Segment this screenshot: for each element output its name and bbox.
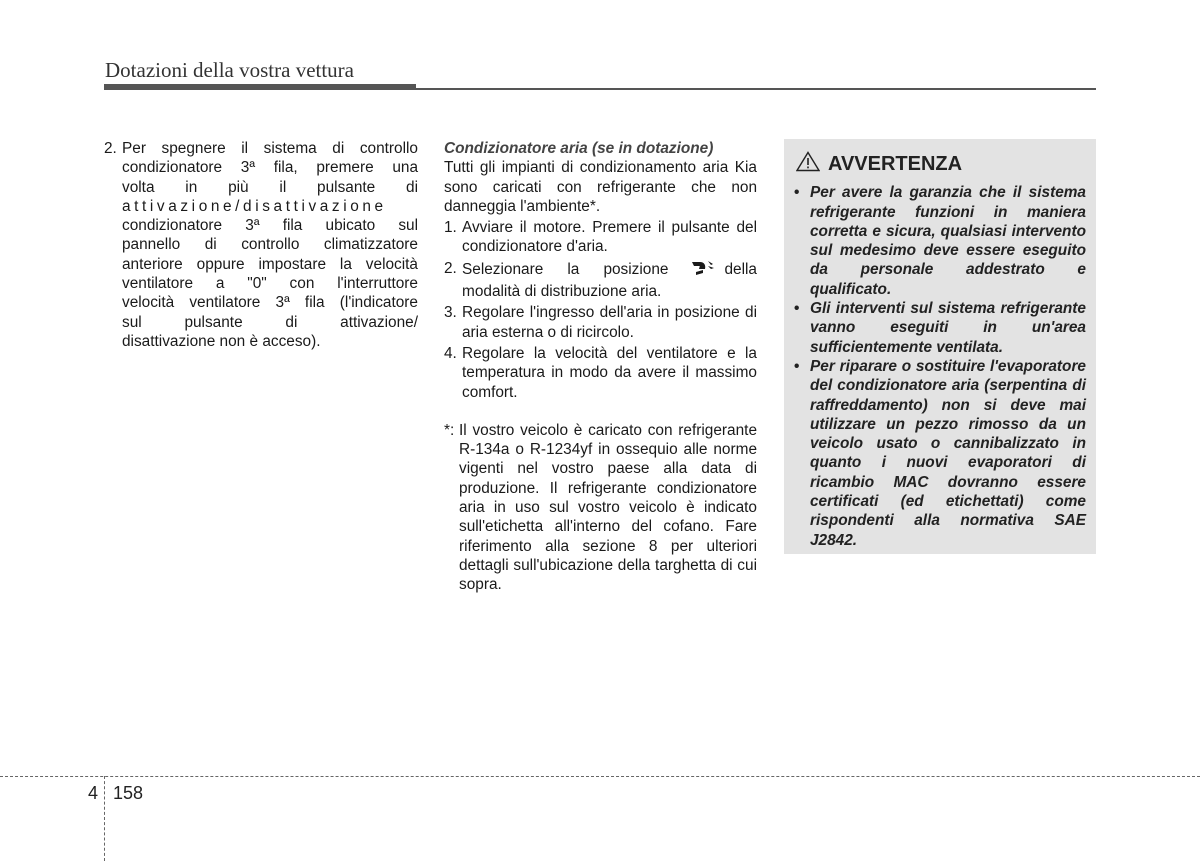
list-item-number: 3.: [444, 304, 457, 322]
list-item-number: 2.: [444, 259, 457, 277]
text-line: condizionatore 3ª fila ubicato sul: [122, 217, 418, 235]
text-line: ventilatore a "0" con l'interruttore: [122, 275, 418, 293]
header-rule-thick: [104, 84, 416, 90]
list-item-number: 2.: [104, 140, 117, 157]
page-number: 158: [113, 783, 144, 803]
warning-item-text: Per avere la garanzia che il sistema refrigerante funzioni in maniera corretta e sicura, qualsiasi intervento sul medesimo deve essere eseguito da personale addestrato e qualificato.: [810, 184, 1086, 298]
text-line: volta in più il pulsante di: [122, 178, 418, 196]
list-item-1: [444, 218, 757, 257]
warning-item-text: Gli interventi sul sistema refrigerante vanno eseguiti in un'area sufficientemente ventilata.: [810, 300, 1086, 356]
warning-box: [784, 139, 1096, 554]
footnote-text: Il vostro veicolo è caricato con refrigerante R-134a o R-1234yf in ossequio alle norme vigenti nel vostro paese alla data di produzione. Il refrigerante condizionatore aria in uso sul vostro veicolo è indicato sull'etichetta all'interno del cofano. Fare riferimento alla sezione 8 per ulteriori dettagli sull'ubicazione della targhetta di cui sopra.: [459, 421, 757, 594]
text-line: Per spegnere il sistema di controllo: [122, 140, 418, 157]
text-line: sul pulsante di attivazione/: [122, 313, 418, 331]
text-line: attivazione/disattivazione: [122, 197, 387, 215]
list-item-4: [444, 344, 757, 402]
column-middle: [444, 139, 757, 595]
text-line: condizionatore 3ª fila, premere una: [122, 159, 418, 177]
section-subtitle: Condizionatore aria (se in dotazione): [444, 140, 714, 157]
text-line: anteriore oppure impostare la velocità: [122, 255, 418, 273]
list-item-text-after: della modalità di distribuzione aria.: [462, 260, 757, 301]
warning-item: [794, 183, 1086, 299]
list-item-text: Avviare il motore. Premere il pulsante del condizionatore d'aria.: [462, 219, 757, 256]
list-item-2: [104, 139, 418, 351]
warning-item: [794, 357, 1086, 550]
warning-triangle-icon: [796, 151, 820, 177]
header-rule-thin: [416, 88, 1096, 90]
intro-paragraph: Tutti gli impianti di condizionamento aria Kia sono caricati con refrigerante che non danneggia l'ambiente*.: [444, 159, 757, 215]
chapter-number: 4: [88, 783, 99, 803]
text-line: pannello di controllo climatizzatore: [122, 236, 418, 254]
list-item-text: [122, 139, 418, 351]
list-item-text: [462, 259, 757, 302]
warning-item: [794, 299, 1086, 357]
bullet: •: [794, 357, 800, 375]
list-item-text-before: Selezionare la posizione: [462, 260, 669, 278]
air-distribution-floor-icon: [690, 259, 716, 282]
list-item-3: [444, 303, 757, 342]
list-item-text: Regolare l'ingresso dell'aria in posizione di aria esterna o di ricircolo.: [462, 304, 757, 341]
warning-item-text: Per riparare o sostituire l'evaporatore del condizionatore aria (serpentina di raffreddamento) non si deve mai utilizzare un pezzo rimosso da un veicolo usato o cannibalizzato in quanto i nuovi evaporatori di ricambio MAC dovranno essere certificati (ed etichettati) come rispondenti alla normativa SAE J2842.: [810, 357, 1086, 549]
warning-header: [784, 139, 1096, 177]
list-item-number: 4.: [444, 344, 457, 362]
text-line: velocità ventilatore 3ª fila (l'indicatore: [122, 294, 418, 312]
footer-dashed-rule: [0, 776, 1200, 777]
text-line: disattivazione non è acceso).: [122, 332, 321, 350]
footnote: [444, 421, 757, 595]
page-header-title: Dotazioni della vostra vettura: [105, 58, 354, 82]
footer-dashed-vertical-rule: [104, 776, 105, 861]
warning-list: [784, 183, 1096, 550]
bullet: •: [794, 300, 800, 318]
list-item-2: [444, 259, 757, 302]
list-item-number: 1.: [444, 219, 457, 237]
bullet: •: [794, 184, 800, 202]
footnote-mark: *:: [444, 421, 455, 439]
column-left: [104, 139, 418, 351]
warning-title: AVVERTENZA: [828, 152, 963, 175]
list-item-text: Regolare la velocità del ventilatore e la temperatura in modo da avere il massimo comfort.: [462, 344, 757, 401]
